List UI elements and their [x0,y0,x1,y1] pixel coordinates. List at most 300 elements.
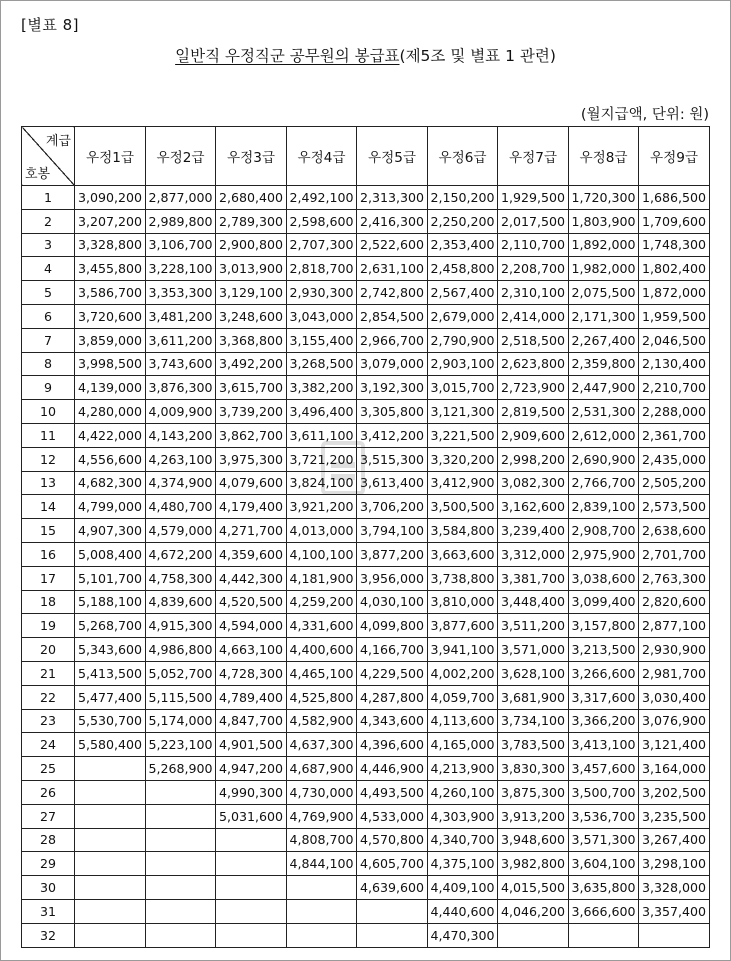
step-cell: 17 [22,566,75,590]
step-cell: 20 [22,638,75,662]
unit-note: (월지급액, 단위: 원) [580,107,709,123]
salary-cell: 3,492,200 [216,352,287,376]
salary-cell [357,899,428,923]
salary-cell: 4,570,800 [357,828,428,852]
salary-cell: 4,915,300 [146,614,216,638]
salary-cell: 3,877,600 [428,614,498,638]
table-row [22,614,710,638]
salary-cell: 3,515,300 [357,447,428,471]
salary-cell: 1,929,500 [498,186,569,210]
salary-cell: 4,594,000 [216,614,287,638]
salary-cell: 3,155,400 [287,328,357,352]
salary-cell: 3,267,400 [639,828,710,852]
salary-cell [75,923,146,947]
table-row [22,233,710,257]
step-cell: 30 [22,876,75,900]
salary-cell: 4,079,600 [216,471,287,495]
salary-cell: 2,310,100 [498,281,569,305]
salary-cell: 2,598,600 [287,209,357,233]
step-cell: 25 [22,757,75,781]
salary-cell: 3,412,900 [428,471,498,495]
table-row [22,685,710,709]
step-cell: 32 [22,923,75,947]
salary-cell: 4,465,100 [287,661,357,685]
salary-cell: 3,783,500 [498,733,569,757]
table-row [22,209,710,233]
step-cell: 28 [22,828,75,852]
salary-cell: 3,875,300 [498,780,569,804]
salary-cell: 2,903,100 [428,352,498,376]
salary-cell: 3,720,600 [75,304,146,328]
salary-cell: 5,580,400 [75,733,146,757]
salary-cell: 4,375,100 [428,852,498,876]
salary-cell: 3,079,000 [357,352,428,376]
salary-cell [216,828,287,852]
salary-cell: 2,680,400 [216,186,287,210]
table-row [22,423,710,447]
salary-cell: 3,584,800 [428,519,498,543]
step-cell: 1 [22,186,75,210]
salary-cell: 4,758,300 [146,566,216,590]
salary-cell [216,899,287,923]
salary-cell: 3,457,600 [569,757,639,781]
salary-cell: 3,921,200 [287,495,357,519]
salary-cell: 4,480,700 [146,495,216,519]
salary-cell: 3,328,000 [639,876,710,900]
salary-cell [146,876,216,900]
salary-cell: 3,106,700 [146,233,216,257]
salary-cell [639,923,710,947]
salary-cell: 3,862,700 [216,423,287,447]
grade-header: 우정8급 [569,127,639,186]
grade-header: 우정2급 [146,127,216,186]
salary-cell: 3,859,000 [75,328,146,352]
grade-header: 우정5급 [357,127,428,186]
salary-cell: 2,819,500 [498,400,569,424]
salary-cell: 4,901,500 [216,733,287,757]
salary-cell: 4,847,700 [216,709,287,733]
salary-cell: 5,174,000 [146,709,216,733]
salary-cell: 4,442,300 [216,566,287,590]
salary-table [21,126,710,948]
step-cell: 3 [22,233,75,257]
salary-cell [498,923,569,947]
salary-cell: 2,518,500 [498,328,569,352]
table-row [22,733,710,757]
salary-cell: 2,679,000 [428,304,498,328]
salary-cell: 3,496,400 [287,400,357,424]
salary-cell: 2,416,300 [357,209,428,233]
salary-cell: 3,412,200 [357,423,428,447]
grade-header: 우정7급 [498,127,569,186]
salary-cell: 3,015,700 [428,376,498,400]
salary-cell [146,899,216,923]
salary-cell: 3,481,200 [146,304,216,328]
salary-cell: 3,305,800 [357,400,428,424]
salary-cell: 2,839,100 [569,495,639,519]
salary-cell: 4,493,500 [357,780,428,804]
salary-cell: 4,287,800 [357,685,428,709]
table-row [22,376,710,400]
salary-cell: 5,223,100 [146,733,216,757]
salary-cell [287,899,357,923]
salary-cell [216,876,287,900]
table-row [22,876,710,900]
salary-cell [146,780,216,804]
salary-cell: 3,228,100 [146,257,216,281]
salary-cell [146,852,216,876]
salary-cell: 4,672,200 [146,542,216,566]
table-row [22,780,710,804]
table-row [22,923,710,947]
step-cell: 22 [22,685,75,709]
salary-cell: 4,143,200 [146,423,216,447]
salary-cell: 1,686,500 [639,186,710,210]
salary-cell: 4,303,900 [428,804,498,828]
salary-cell: 4,181,900 [287,566,357,590]
salary-cell: 3,455,800 [75,257,146,281]
salary-cell: 3,235,500 [639,804,710,828]
salary-cell: 2,998,200 [498,447,569,471]
salary-cell: 3,500,700 [569,780,639,804]
step-cell: 29 [22,852,75,876]
salary-cell: 4,396,600 [357,733,428,757]
salary-cell: 2,742,800 [357,281,428,305]
salary-cell: 1,720,300 [569,186,639,210]
table-row [22,257,710,281]
salary-cell: 2,930,900 [639,638,710,662]
salary-cell: 3,794,100 [357,519,428,543]
salary-cell: 4,059,700 [428,685,498,709]
salary-cell: 1,748,300 [639,233,710,257]
salary-cell: 3,381,700 [498,566,569,590]
salary-cell: 3,611,200 [146,328,216,352]
salary-cell: 3,266,600 [569,661,639,685]
salary-cell: 4,844,100 [287,852,357,876]
salary-cell: 4,639,600 [357,876,428,900]
salary-cell: 4,179,400 [216,495,287,519]
salary-cell: 3,948,600 [498,828,569,852]
salary-cell: 5,477,400 [75,685,146,709]
salary-cell: 3,956,000 [357,566,428,590]
table-row [22,447,710,471]
salary-cell: 2,638,600 [639,519,710,543]
table-row [22,590,710,614]
salary-cell: 2,766,700 [569,471,639,495]
salary-cell: 2,531,300 [569,400,639,424]
salary-cell [216,923,287,947]
step-cell: 6 [22,304,75,328]
salary-cell: 4,799,000 [75,495,146,519]
title-main: 일반직 우정직군 공무원의 봉급표 [175,47,400,65]
step-cell: 10 [22,400,75,424]
salary-cell: 3,317,600 [569,685,639,709]
step-cell: 9 [22,376,75,400]
salary-cell: 4,440,600 [428,899,498,923]
step-cell: 7 [22,328,75,352]
salary-cell: 4,789,400 [216,685,287,709]
step-cell: 13 [22,471,75,495]
table-body [22,186,710,948]
salary-cell: 2,877,000 [146,186,216,210]
salary-cell: 1,709,600 [639,209,710,233]
salary-cell: 3,448,400 [498,590,569,614]
salary-cell: 4,525,800 [287,685,357,709]
salary-cell: 3,099,400 [569,590,639,614]
salary-cell: 4,990,300 [216,780,287,804]
salary-cell: 3,975,300 [216,447,287,471]
salary-cell: 3,810,000 [428,590,498,614]
salary-cell: 2,353,400 [428,233,498,257]
salary-cell: 4,359,600 [216,542,287,566]
salary-cell: 3,164,000 [639,757,710,781]
salary-cell: 4,470,300 [428,923,498,947]
salary-cell: 4,422,000 [75,423,146,447]
salary-cell: 2,723,900 [498,376,569,400]
step-cell: 31 [22,899,75,923]
salary-cell: 3,043,000 [287,304,357,328]
salary-cell: 4,213,900 [428,757,498,781]
salary-cell: 2,612,000 [569,423,639,447]
salary-cell: 3,357,400 [639,899,710,923]
step-cell: 15 [22,519,75,543]
salary-cell: 3,298,100 [639,852,710,876]
salary-cell: 3,877,200 [357,542,428,566]
salary-cell: 4,687,900 [287,757,357,781]
salary-cell: 4,400,600 [287,638,357,662]
salary-cell: 4,728,300 [216,661,287,685]
step-cell: 12 [22,447,75,471]
header-row [22,127,710,186]
salary-cell: 2,573,500 [639,495,710,519]
salary-cell: 3,121,300 [428,400,498,424]
salary-cell [146,804,216,828]
salary-cell: 3,876,300 [146,376,216,400]
salary-cell: 3,663,600 [428,542,498,566]
step-cell: 19 [22,614,75,638]
salary-cell [287,876,357,900]
grade-header: 우정9급 [639,127,710,186]
salary-cell: 1,982,000 [569,257,639,281]
table-row [22,638,710,662]
salary-cell: 3,635,800 [569,876,639,900]
table-row [22,400,710,424]
salary-cell: 3,511,200 [498,614,569,638]
table-row [22,852,710,876]
salary-cell: 5,188,100 [75,590,146,614]
salary-cell: 4,907,300 [75,519,146,543]
salary-cell: 4,637,300 [287,733,357,757]
table-row [22,661,710,685]
salary-cell: 3,090,200 [75,186,146,210]
salary-cell: 2,046,500 [639,328,710,352]
salary-cell: 4,229,500 [357,661,428,685]
salary-cell: 2,250,200 [428,209,498,233]
salary-cell [75,876,146,900]
salary-cell: 2,110,700 [498,233,569,257]
salary-cell: 3,613,400 [357,471,428,495]
step-cell: 4 [22,257,75,281]
salary-cell: 2,790,900 [428,328,498,352]
step-cell: 24 [22,733,75,757]
salary-cell: 3,366,200 [569,709,639,733]
salary-cell: 3,706,200 [357,495,428,519]
salary-cell: 2,701,700 [639,542,710,566]
salary-cell [146,828,216,852]
salary-cell [75,852,146,876]
salary-cell: 1,802,400 [639,257,710,281]
salary-cell: 3,982,800 [498,852,569,876]
salary-cell [75,899,146,923]
salary-cell [287,923,357,947]
salary-cell: 2,631,100 [357,257,428,281]
salary-cell: 2,981,700 [639,661,710,685]
salary-cell: 3,129,100 [216,281,287,305]
salary-cell: 2,458,800 [428,257,498,281]
corner-grade-label: 계급 [45,134,71,149]
table-row [22,328,710,352]
salary-cell: 5,413,500 [75,661,146,685]
salary-cell: 3,738,800 [428,566,498,590]
salary-cell: 4,046,200 [498,899,569,923]
salary-cell: 4,030,100 [357,590,428,614]
salary-cell: 3,413,100 [569,733,639,757]
salary-cell: 2,854,500 [357,304,428,328]
salary-cell: 4,139,000 [75,376,146,400]
salary-cell: 4,331,600 [287,614,357,638]
table-row [22,566,710,590]
step-cell: 14 [22,495,75,519]
step-cell: 27 [22,804,75,828]
salary-cell: 3,353,300 [146,281,216,305]
salary-cell: 3,157,800 [569,614,639,638]
salary-cell: 4,271,700 [216,519,287,543]
salary-cell: 3,213,500 [569,638,639,662]
document-title [0,44,731,66]
salary-cell: 3,998,500 [75,352,146,376]
salary-cell: 2,900,800 [216,233,287,257]
salary-cell: 2,505,200 [639,471,710,495]
salary-cell: 2,359,800 [569,352,639,376]
table-row [22,352,710,376]
salary-cell: 5,101,700 [75,566,146,590]
salary-cell: 4,682,300 [75,471,146,495]
salary-cell: 3,320,200 [428,447,498,471]
grade-header: 우정6급 [428,127,498,186]
salary-cell: 4,663,100 [216,638,287,662]
salary-cell: 3,038,600 [569,566,639,590]
salary-cell: 2,267,400 [569,328,639,352]
salary-cell: 3,082,300 [498,471,569,495]
salary-cell: 2,930,300 [287,281,357,305]
salary-cell: 2,789,300 [216,209,287,233]
step-cell: 18 [22,590,75,614]
salary-cell: 4,533,000 [357,804,428,828]
salary-cell: 2,288,000 [639,400,710,424]
salary-cell: 3,328,800 [75,233,146,257]
grade-header: 우정3급 [216,127,287,186]
salary-cell: 2,707,300 [287,233,357,257]
salary-cell: 3,666,600 [569,899,639,923]
salary-cell: 4,343,600 [357,709,428,733]
table-row [22,542,710,566]
salary-cell: 2,447,900 [569,376,639,400]
salary-cell [146,923,216,947]
salary-cell: 2,492,100 [287,186,357,210]
step-cell: 21 [22,661,75,685]
salary-cell: 5,268,900 [146,757,216,781]
salary-cell: 2,075,500 [569,281,639,305]
table-row [22,519,710,543]
salary-cell: 3,739,200 [216,400,287,424]
salary-cell: 4,280,000 [75,400,146,424]
salary-cell [216,852,287,876]
salary-cell: 3,207,200 [75,209,146,233]
salary-cell: 3,743,600 [146,352,216,376]
salary-cell: 5,115,500 [146,685,216,709]
salary-cell: 3,239,400 [498,519,569,543]
table-row [22,804,710,828]
step-cell: 23 [22,709,75,733]
salary-cell: 3,382,200 [287,376,357,400]
salary-cell: 3,721,200 [287,447,357,471]
salary-cell [75,757,146,781]
step-cell: 5 [22,281,75,305]
salary-cell: 1,892,000 [569,233,639,257]
salary-cell [75,828,146,852]
salary-cell: 3,248,600 [216,304,287,328]
salary-cell: 3,734,100 [498,709,569,733]
salary-cell: 3,192,300 [357,376,428,400]
salary-cell: 3,030,400 [639,685,710,709]
salary-cell: 4,013,000 [287,519,357,543]
salary-cell: 2,567,400 [428,281,498,305]
salary-cell: 2,966,700 [357,328,428,352]
salary-cell: 3,611,100 [287,423,357,447]
salary-cell: 1,803,900 [569,209,639,233]
salary-cell: 2,017,500 [498,209,569,233]
table-row [22,186,710,210]
salary-cell: 4,769,900 [287,804,357,828]
salary-cell: 2,522,600 [357,233,428,257]
salary-cell: 3,604,100 [569,852,639,876]
table-row [22,281,710,305]
salary-cell: 3,162,600 [498,495,569,519]
annex-label: [별표 8] [21,16,79,34]
salary-cell: 4,259,200 [287,590,357,614]
salary-cell: 2,989,800 [146,209,216,233]
salary-cell: 1,959,500 [639,304,710,328]
grade-header: 우정1급 [75,127,146,186]
salary-cell: 3,913,200 [498,804,569,828]
salary-cell: 4,986,800 [146,638,216,662]
salary-cell: 4,446,900 [357,757,428,781]
salary-cell: 4,263,100 [146,447,216,471]
salary-cell: 3,824,100 [287,471,357,495]
salary-cell: 4,340,700 [428,828,498,852]
salary-cell: 4,808,700 [287,828,357,852]
salary-cell: 4,100,100 [287,542,357,566]
salary-cell: 3,202,500 [639,780,710,804]
table-row [22,709,710,733]
salary-cell: 4,947,200 [216,757,287,781]
step-cell: 26 [22,780,75,804]
table-row [22,495,710,519]
salary-cell: 2,623,800 [498,352,569,376]
salary-cell: 3,076,900 [639,709,710,733]
salary-cell: 2,210,700 [639,376,710,400]
salary-cell: 4,374,900 [146,471,216,495]
